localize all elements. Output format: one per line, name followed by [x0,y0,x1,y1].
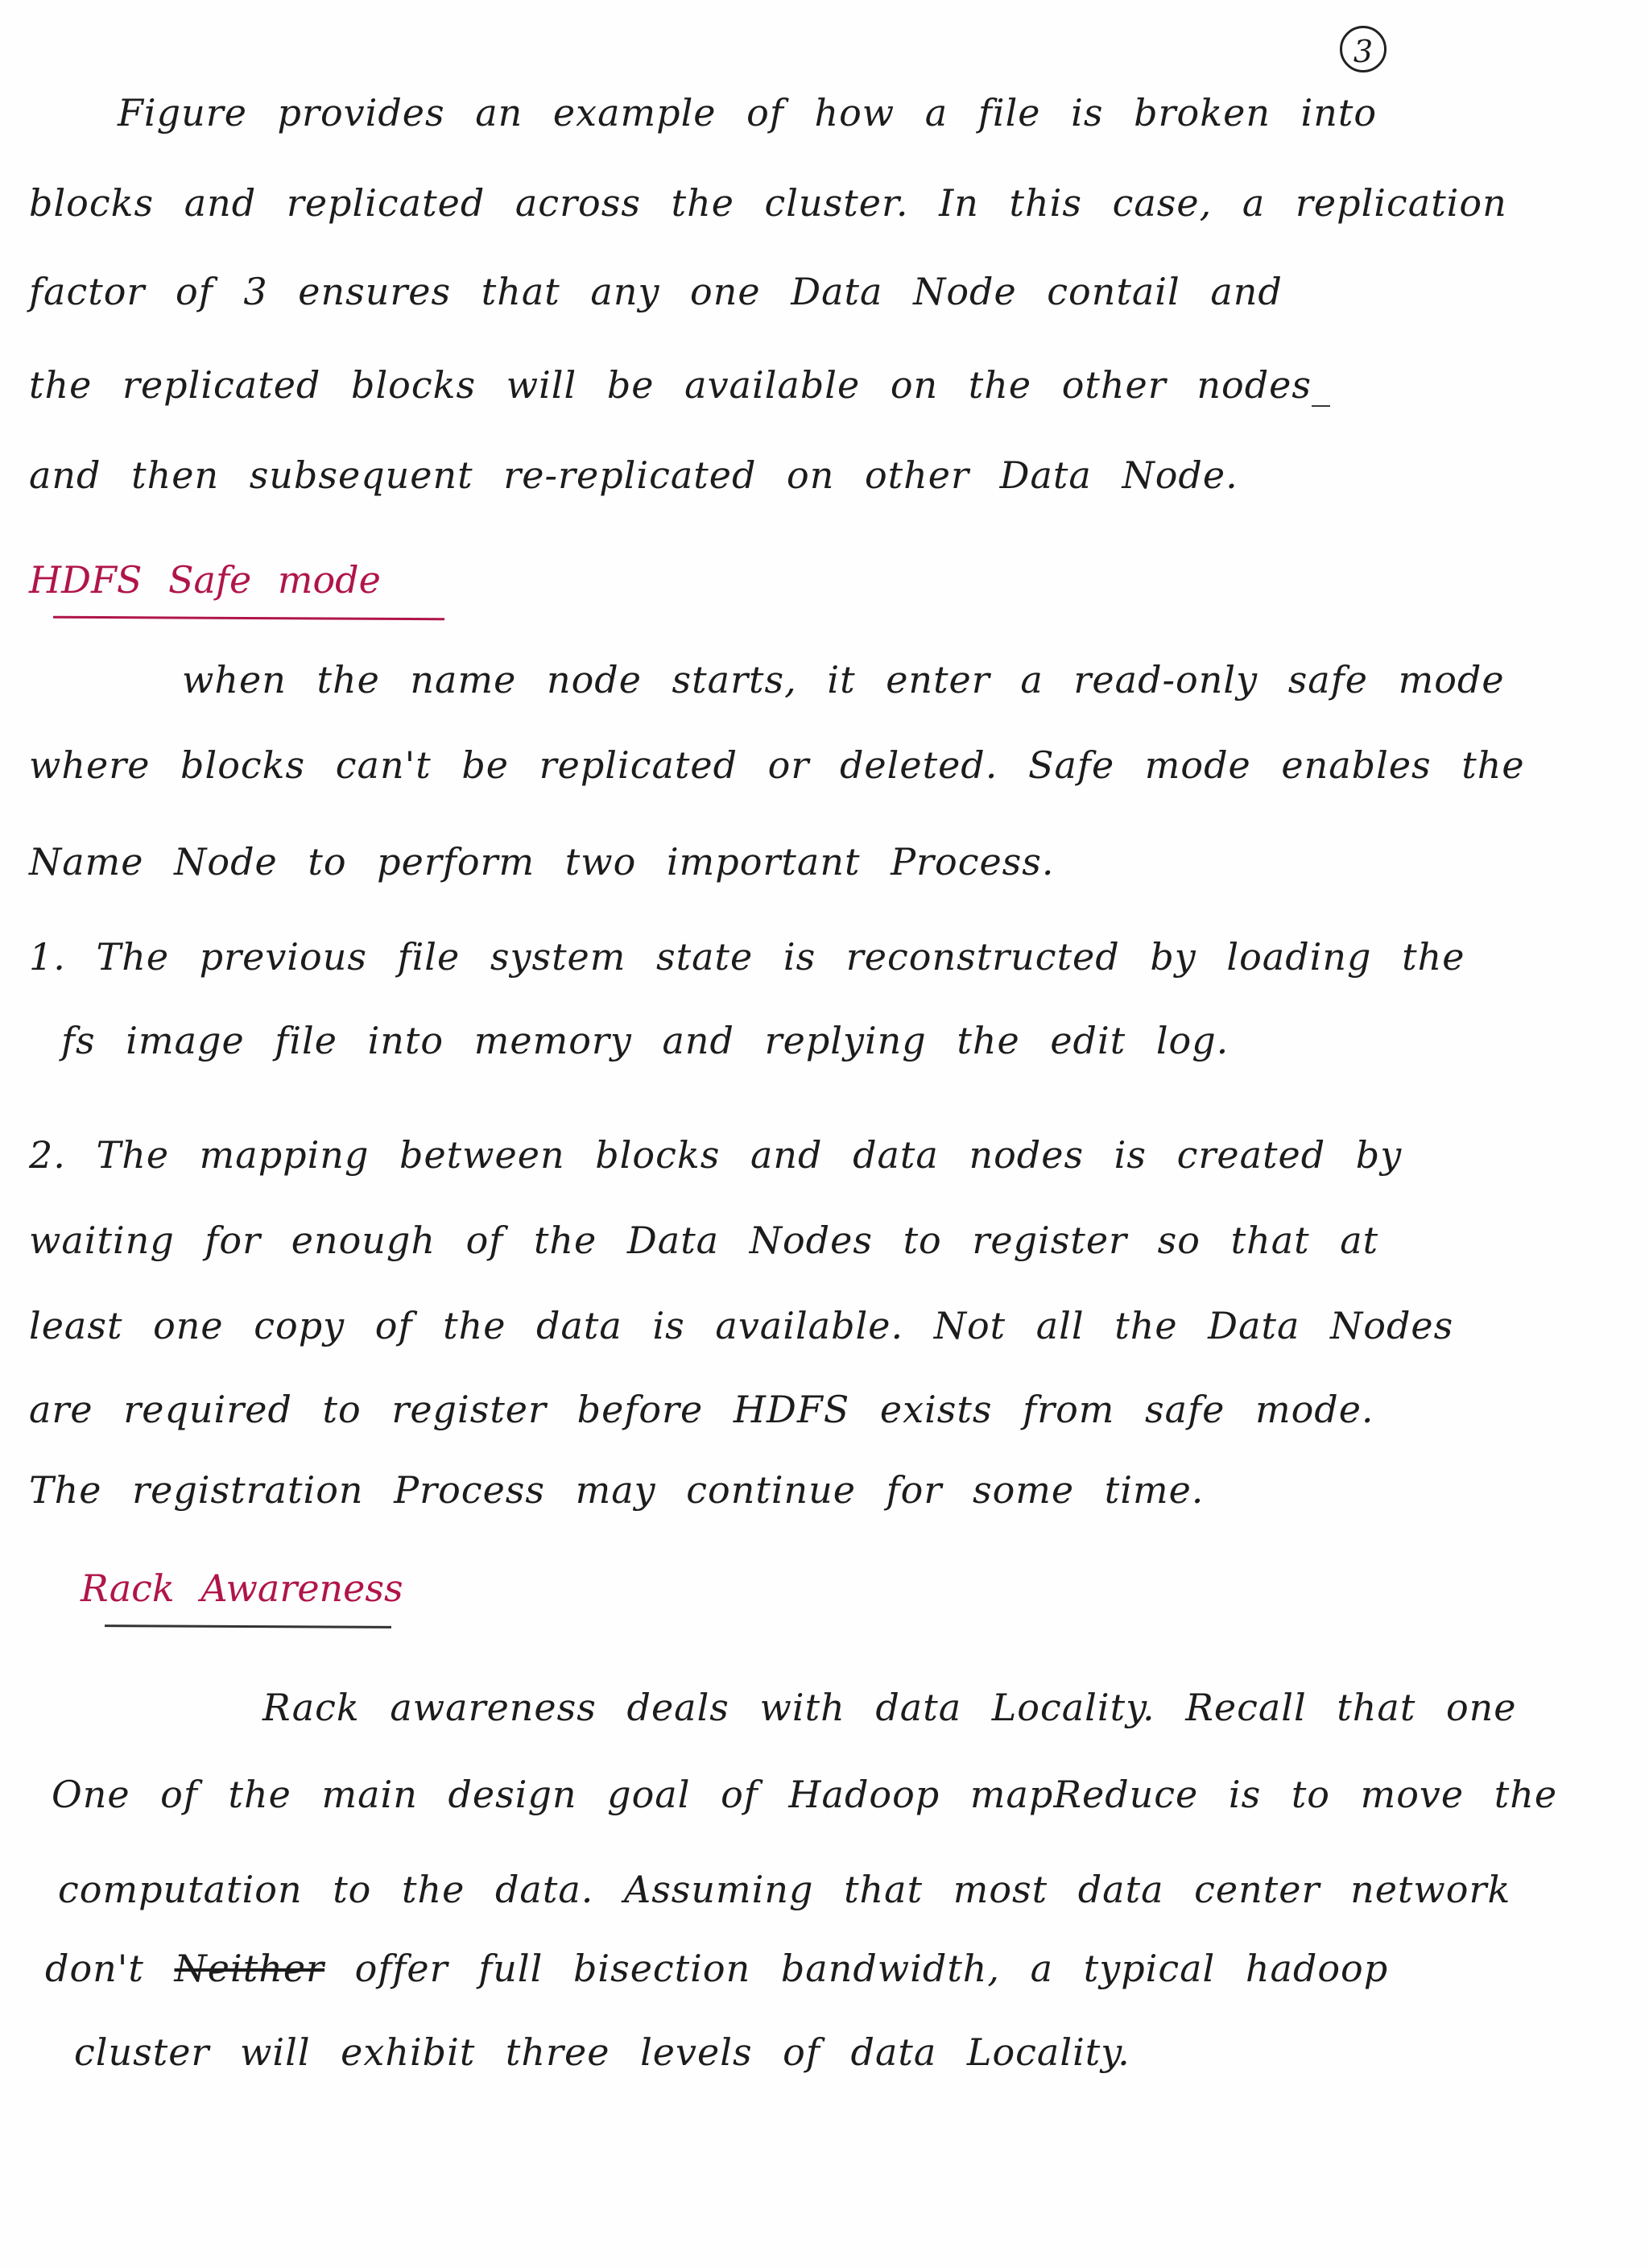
struck-word: Neither [174,1947,325,1990]
text-line: The registration Process may continue for some time. [29,1468,1205,1512]
text-line: Figure provides an example of how a file is broken into [118,91,1378,135]
text-line: blocks and replicated across the cluster. In this case, a replication [29,181,1507,225]
text-line: computation to the data. Assuming that most data center network [58,1868,1511,1911]
text-line: when the name node starts, it enter a read-only safe mode [182,658,1505,702]
text-line: fs image file into memory and replying the edit log. [61,1019,1230,1062]
text-line: least one copy of the data is available. Not all the Data Nodes [29,1304,1454,1347]
text-line: the replicated blocks will be available on the other nodes_ [29,363,1331,407]
section-heading: Rack Awareness [81,1566,403,1610]
text-line: 2. The mapping between blocks and data nodes is created by [29,1133,1403,1177]
text-line: 1. The previous file system state is reconstructed by loading the [29,935,1465,979]
text-line: waiting for enough of the Data Nodes to register so that at [29,1219,1379,1262]
text-line: cluster will exhibit three levels of data Locality. [74,2030,1130,2074]
text-word: don't [45,1947,144,1990]
text-segment: offer full bisection bandwidth, a typical hadoop [354,1947,1389,1990]
text-line: factor of 3 ensures that any one Data Node contail and [29,270,1283,313]
text-line: One of the main design goal of Hadoop mapReduce is to move the [52,1773,1558,1816]
text-line: Name Node to perform two important Process. [29,840,1055,884]
text-line: Rack awareness deals with data Locality. Recall that one [262,1686,1517,1729]
heading-underline [105,1624,391,1629]
heading-underline [53,616,444,621]
text-line [29,1944,1623,1993]
page-number: 3 [1340,26,1387,72]
text-line: are required to register before HDFS exists from safe mode. [29,1388,1374,1431]
text-line: where blocks can't be replicated or deleted. Safe mode enables the [29,743,1525,787]
section-heading: HDFS Safe mode [29,558,381,602]
text-line: and then subsequent re-replicated on other Data Node. [29,453,1238,497]
